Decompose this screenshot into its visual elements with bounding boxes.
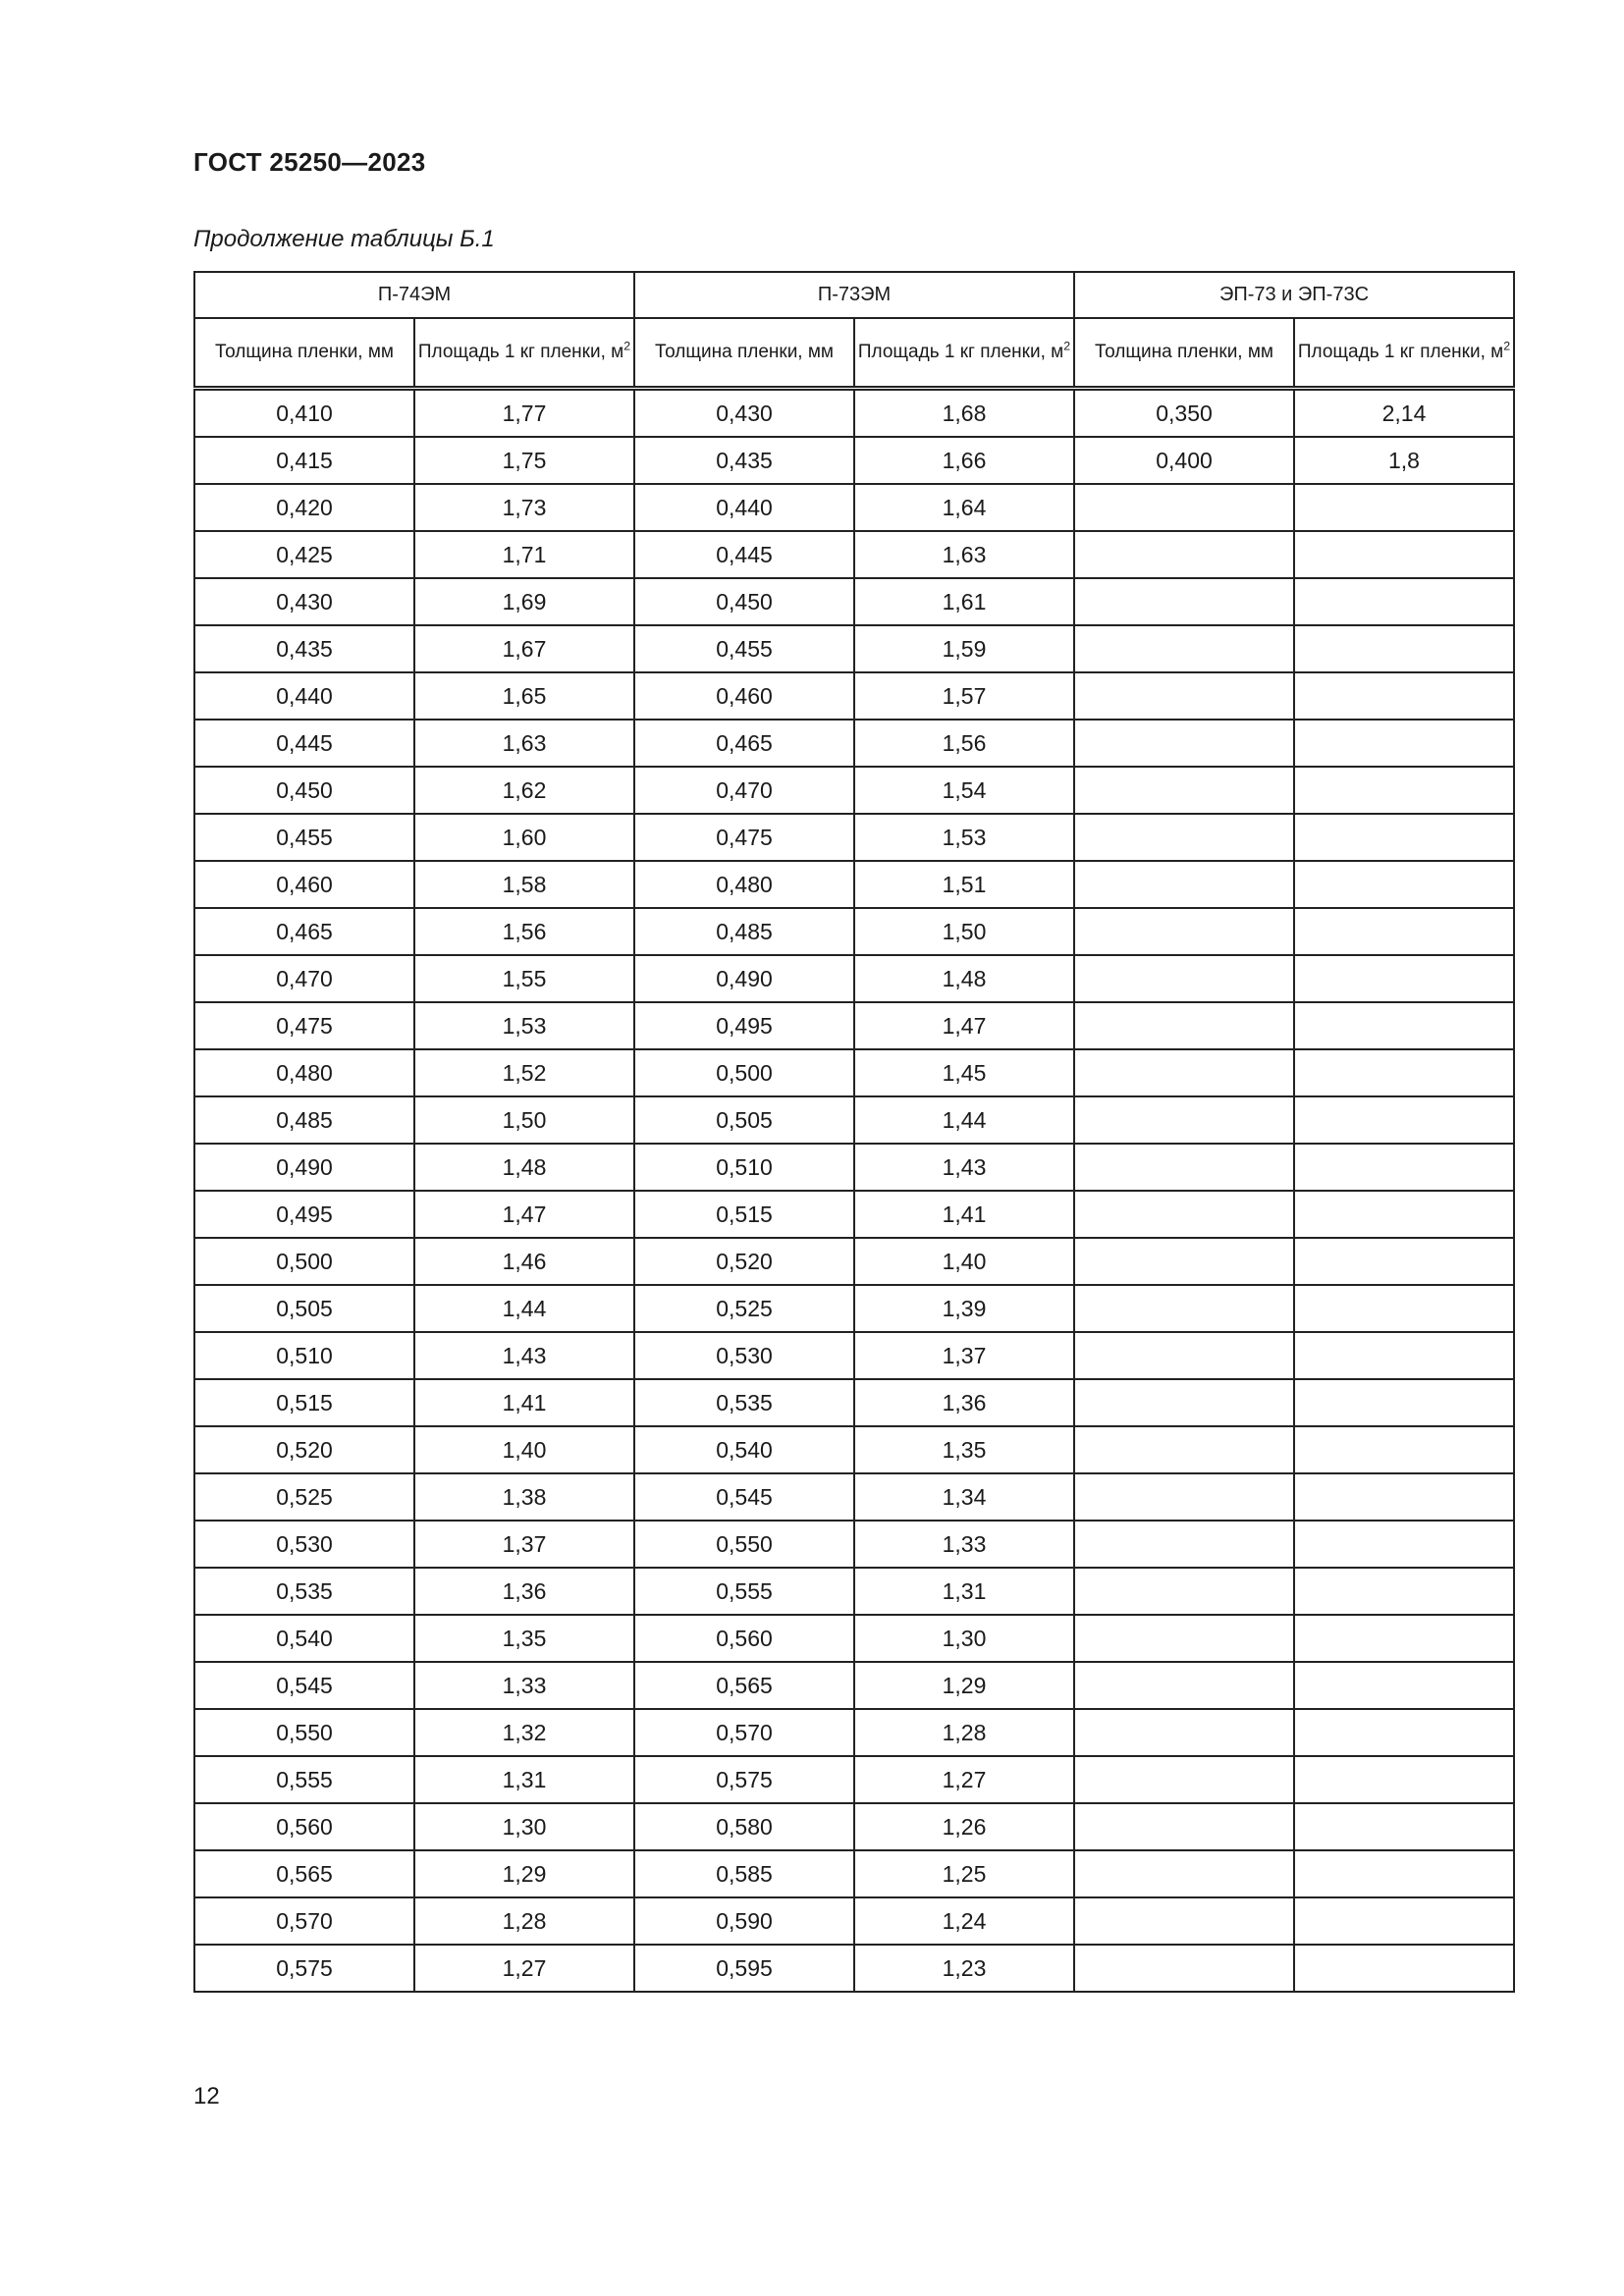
cell-thickness-p74em: 0,470 [194,955,414,1002]
cell-thickness-p74em: 0,530 [194,1521,414,1568]
cell-thickness-ep73 [1074,1426,1294,1473]
cell-area-ep73 [1294,1191,1514,1238]
cell-thickness-ep73 [1074,1144,1294,1191]
table-row [194,861,1514,908]
table-row [194,1615,1514,1662]
cell-thickness-p74em: 0,535 [194,1568,414,1615]
cell-thickness-p73em: 0,445 [634,531,854,578]
cell-area-p74em: 1,35 [414,1615,634,1662]
cell-thickness-p74em: 0,520 [194,1426,414,1473]
cell-area-p73em: 1,30 [854,1615,1074,1662]
cell-area-p73em: 1,44 [854,1096,1074,1144]
cell-thickness-ep73 [1074,1803,1294,1850]
cell-thickness-p74em: 0,495 [194,1191,414,1238]
cell-area-p73em: 1,51 [854,861,1074,908]
cell-area-p74em: 1,48 [414,1144,634,1191]
cell-thickness-p74em: 0,525 [194,1473,414,1521]
cell-thickness-p73em: 0,465 [634,720,854,767]
cell-thickness-p73em: 0,430 [634,389,854,438]
cell-thickness-p73em: 0,440 [634,484,854,531]
area-header [414,318,634,389]
cell-area-p73em: 1,56 [854,720,1074,767]
cell-area-p73em: 1,48 [854,955,1074,1002]
cell-thickness-p74em: 0,575 [194,1945,414,1992]
table-row [194,1803,1514,1850]
cell-thickness-p74em: 0,415 [194,437,414,484]
cell-thickness-p73em: 0,520 [634,1238,854,1285]
cell-thickness-p74em: 0,555 [194,1756,414,1803]
table-row [194,1850,1514,1897]
cell-thickness-p73em: 0,490 [634,955,854,1002]
cell-area-p73em: 1,24 [854,1897,1074,1945]
cell-thickness-ep73 [1074,1709,1294,1756]
cell-thickness-p74em: 0,480 [194,1049,414,1096]
cell-area-p74em: 1,53 [414,1002,634,1049]
cell-area-p73em: 1,36 [854,1379,1074,1426]
cell-thickness-p73em: 0,525 [634,1285,854,1332]
cell-thickness-ep73 [1074,908,1294,955]
cell-area-p74em: 1,46 [414,1238,634,1285]
cell-thickness-ep73 [1074,1615,1294,1662]
area-header-sup: 2 [1063,339,1071,353]
area-header [854,318,1074,389]
table-row [194,1238,1514,1285]
table-row [194,767,1514,814]
table-row [194,908,1514,955]
table-row [194,1756,1514,1803]
cell-thickness-ep73 [1074,578,1294,625]
cell-area-ep73 [1294,484,1514,531]
cell-thickness-ep73 [1074,625,1294,672]
cell-area-p73em: 1,35 [854,1426,1074,1473]
cell-thickness-p74em: 0,550 [194,1709,414,1756]
cell-area-p73em: 1,26 [854,1803,1074,1850]
cell-area-p73em: 1,59 [854,625,1074,672]
cell-area-p74em: 1,67 [414,625,634,672]
cell-area-ep73 [1294,1945,1514,1992]
table-row [194,955,1514,1002]
cell-thickness-p73em: 0,550 [634,1521,854,1568]
cell-thickness-p73em: 0,480 [634,861,854,908]
cell-area-p73em: 1,47 [854,1002,1074,1049]
table-row [194,578,1514,625]
table-row [194,1897,1514,1945]
cell-thickness-ep73 [1074,1285,1294,1332]
cell-area-ep73 [1294,625,1514,672]
cell-area-ep73 [1294,672,1514,720]
cell-area-p74em: 1,33 [414,1662,634,1709]
cell-thickness-ep73 [1074,814,1294,861]
cell-thickness-ep73 [1074,1473,1294,1521]
cell-thickness-p74em: 0,510 [194,1332,414,1379]
group-header-ep73: ЭП-73 и ЭП-73С [1074,272,1514,318]
cell-thickness-ep73 [1074,1379,1294,1426]
cell-thickness-ep73 [1074,955,1294,1002]
cell-area-p74em: 1,38 [414,1473,634,1521]
table-row [194,531,1514,578]
table-caption: Продолжение таблицы Б.1 [193,226,495,252]
cell-thickness-p73em: 0,535 [634,1379,854,1426]
table-row [194,672,1514,720]
cell-thickness-p74em: 0,505 [194,1285,414,1332]
cell-area-ep73 [1294,1473,1514,1521]
cell-thickness-ep73: 0,350 [1074,389,1294,438]
cell-area-p73em: 1,31 [854,1568,1074,1615]
cell-thickness-p74em: 0,445 [194,720,414,767]
thickness-header: Толщина пленки, мм [634,318,854,389]
cell-thickness-p73em: 0,510 [634,1144,854,1191]
table-row [194,1426,1514,1473]
cell-area-ep73 [1294,1709,1514,1756]
cell-area-p74em: 1,29 [414,1850,634,1897]
thickness-header: Толщина пленки, мм [194,318,414,389]
cell-area-p74em: 1,41 [414,1379,634,1426]
cell-area-p74em: 1,65 [414,672,634,720]
cell-thickness-ep73 [1074,720,1294,767]
cell-area-p74em: 1,27 [414,1945,634,1992]
table-row [194,1285,1514,1332]
cell-thickness-p73em: 0,470 [634,767,854,814]
cell-thickness-p74em: 0,440 [194,672,414,720]
area-header-text: Площадь 1 кг пленки, м [1297,342,1504,362]
cell-area-p73em: 1,50 [854,908,1074,955]
cell-area-p73em: 1,40 [854,1238,1074,1285]
cell-area-ep73 [1294,531,1514,578]
cell-thickness-p73em: 0,590 [634,1897,854,1945]
cell-thickness-p73em: 0,545 [634,1473,854,1521]
cell-area-ep73 [1294,908,1514,955]
table-row [194,625,1514,672]
cell-area-p74em: 1,31 [414,1756,634,1803]
cell-area-ep73 [1294,1002,1514,1049]
cell-area-p74em: 1,71 [414,531,634,578]
cell-thickness-p73em: 0,555 [634,1568,854,1615]
cell-area-p74em: 1,60 [414,814,634,861]
cell-thickness-ep73 [1074,1002,1294,1049]
table-row [194,1945,1514,1992]
cell-thickness-p73em: 0,495 [634,1002,854,1049]
cell-area-p74em: 1,32 [414,1709,634,1756]
cell-area-ep73 [1294,1803,1514,1850]
table-row [194,1144,1514,1191]
table-row [194,1662,1514,1709]
cell-area-ep73 [1294,1615,1514,1662]
cell-area-p74em: 1,28 [414,1897,634,1945]
cell-area-ep73 [1294,1285,1514,1332]
cell-area-p73em: 1,61 [854,578,1074,625]
cell-thickness-p73em: 0,565 [634,1662,854,1709]
cell-thickness-p74em: 0,475 [194,1002,414,1049]
cell-area-ep73 [1294,1049,1514,1096]
cell-area-p73em: 1,45 [854,1049,1074,1096]
table-row [194,484,1514,531]
cell-thickness-p74em: 0,435 [194,625,414,672]
cell-area-p73em: 1,66 [854,437,1074,484]
cell-area-p74em: 1,47 [414,1191,634,1238]
cell-thickness-p74em: 0,545 [194,1662,414,1709]
cell-area-ep73 [1294,1756,1514,1803]
cell-area-p74em: 1,55 [414,955,634,1002]
page-number: 12 [193,2083,220,2109]
cell-area-ep73 [1294,861,1514,908]
cell-thickness-p73em: 0,505 [634,1096,854,1144]
cell-area-ep73 [1294,955,1514,1002]
cell-thickness-ep73 [1074,1049,1294,1096]
group-header-p74em: П-74ЭМ [194,272,634,318]
cell-thickness-p73em: 0,435 [634,437,854,484]
cell-area-ep73: 2,14 [1294,389,1514,438]
cell-thickness-ep73 [1074,1568,1294,1615]
cell-thickness-ep73 [1074,1521,1294,1568]
cell-thickness-ep73 [1074,1945,1294,1992]
cell-area-ep73 [1294,720,1514,767]
cell-thickness-p73em: 0,540 [634,1426,854,1473]
cell-thickness-ep73 [1074,672,1294,720]
cell-thickness-p73em: 0,575 [634,1756,854,1803]
cell-area-p74em: 1,58 [414,861,634,908]
cell-area-p74em: 1,30 [414,1803,634,1850]
table-row [194,1096,1514,1144]
cell-area-p73em: 1,27 [854,1756,1074,1803]
cell-thickness-p73em: 0,460 [634,672,854,720]
table-row [194,1049,1514,1096]
cell-thickness-ep73 [1074,1662,1294,1709]
table-row [194,1332,1514,1379]
cell-area-p74em: 1,37 [414,1521,634,1568]
cell-area-p74em: 1,43 [414,1332,634,1379]
cell-area-p74em: 1,44 [414,1285,634,1332]
cell-thickness-p74em: 0,425 [194,531,414,578]
cell-area-ep73 [1294,578,1514,625]
cell-thickness-p74em: 0,450 [194,767,414,814]
table-row [194,389,1514,438]
cell-thickness-p73em: 0,515 [634,1191,854,1238]
cell-thickness-ep73 [1074,1897,1294,1945]
group-header-row [194,272,1514,318]
cell-area-ep73 [1294,1238,1514,1285]
cell-thickness-p74em: 0,465 [194,908,414,955]
cell-thickness-p74em: 0,515 [194,1379,414,1426]
cell-area-ep73 [1294,1379,1514,1426]
cell-area-p73em: 1,54 [854,767,1074,814]
cell-area-ep73 [1294,1568,1514,1615]
cell-thickness-p73em: 0,455 [634,625,854,672]
cell-area-ep73 [1294,1521,1514,1568]
table-row [194,1191,1514,1238]
cell-area-ep73 [1294,1332,1514,1379]
cell-thickness-p73em: 0,450 [634,578,854,625]
cell-area-ep73 [1294,814,1514,861]
area-header-text: Площадь 1 кг пленки, м [417,342,624,362]
table-row [194,1568,1514,1615]
area-header [1294,318,1514,389]
cell-thickness-ep73 [1074,1238,1294,1285]
cell-thickness-p74em: 0,410 [194,389,414,438]
cell-thickness-p73em: 0,580 [634,1803,854,1850]
table-row [194,1473,1514,1521]
cell-thickness-p73em: 0,595 [634,1945,854,1992]
cell-area-p73em: 1,29 [854,1662,1074,1709]
cell-thickness-p73em: 0,530 [634,1332,854,1379]
cell-area-p74em: 1,40 [414,1426,634,1473]
cell-thickness-p74em: 0,570 [194,1897,414,1945]
data-table [193,271,1515,1993]
table-row [194,437,1514,484]
cell-area-ep73 [1294,1662,1514,1709]
cell-area-p73em: 1,34 [854,1473,1074,1521]
cell-area-ep73 [1294,1096,1514,1144]
thickness-header: Толщина пленки, мм [1074,318,1294,389]
cell-thickness-p73em: 0,500 [634,1049,854,1096]
cell-thickness-p73em: 0,585 [634,1850,854,1897]
document-code: ГОСТ 25250—2023 [193,147,426,177]
cell-thickness-p74em: 0,540 [194,1615,414,1662]
cell-area-ep73 [1294,1897,1514,1945]
table-row [194,720,1514,767]
cell-thickness-ep73 [1074,1332,1294,1379]
cell-area-p73em: 1,68 [854,389,1074,438]
cell-thickness-ep73 [1074,1850,1294,1897]
table-row [194,1709,1514,1756]
cell-area-p73em: 1,28 [854,1709,1074,1756]
cell-thickness-ep73 [1074,767,1294,814]
table-row [194,814,1514,861]
group-header-p73em: П-73ЭМ [634,272,1074,318]
cell-thickness-p74em: 0,560 [194,1803,414,1850]
cell-area-p73em: 1,37 [854,1332,1074,1379]
cell-thickness-p74em: 0,430 [194,578,414,625]
table-row [194,1379,1514,1426]
cell-area-p73em: 1,33 [854,1521,1074,1568]
cell-thickness-p74em: 0,490 [194,1144,414,1191]
table-row [194,1521,1514,1568]
cell-area-p74em: 1,73 [414,484,634,531]
cell-area-p74em: 1,36 [414,1568,634,1615]
cell-area-p73em: 1,23 [854,1945,1074,1992]
cell-thickness-ep73 [1074,484,1294,531]
cell-area-p73em: 1,57 [854,672,1074,720]
area-header-text: Площадь 1 кг пленки, м [857,342,1064,362]
cell-thickness-p74em: 0,485 [194,1096,414,1144]
cell-area-ep73 [1294,1850,1514,1897]
table-body [194,389,1514,1993]
cell-area-p73em: 1,64 [854,484,1074,531]
cell-area-p73em: 1,25 [854,1850,1074,1897]
cell-area-p74em: 1,52 [414,1049,634,1096]
table-row [194,1002,1514,1049]
area-header-sup: 2 [623,339,631,353]
cell-thickness-p74em: 0,455 [194,814,414,861]
sub-header-row [194,318,1514,389]
cell-thickness-ep73 [1074,1096,1294,1144]
area-header-sup: 2 [1503,339,1511,353]
cell-area-p73em: 1,41 [854,1191,1074,1238]
cell-area-ep73 [1294,1144,1514,1191]
cell-area-p74em: 1,62 [414,767,634,814]
cell-area-p74em: 1,50 [414,1096,634,1144]
cell-area-ep73 [1294,1426,1514,1473]
cell-area-p74em: 1,56 [414,908,634,955]
cell-thickness-p73em: 0,560 [634,1615,854,1662]
cell-thickness-p74em: 0,420 [194,484,414,531]
cell-thickness-p74em: 0,565 [194,1850,414,1897]
cell-thickness-p74em: 0,500 [194,1238,414,1285]
cell-area-p73em: 1,43 [854,1144,1074,1191]
cell-thickness-ep73 [1074,1191,1294,1238]
cell-area-p74em: 1,69 [414,578,634,625]
cell-thickness-p73em: 0,475 [634,814,854,861]
cell-thickness-p73em: 0,570 [634,1709,854,1756]
cell-thickness-ep73 [1074,1756,1294,1803]
cell-area-p73em: 1,63 [854,531,1074,578]
cell-thickness-ep73 [1074,531,1294,578]
cell-area-p73em: 1,39 [854,1285,1074,1332]
cell-thickness-p74em: 0,460 [194,861,414,908]
cell-thickness-ep73 [1074,861,1294,908]
cell-thickness-p73em: 0,485 [634,908,854,955]
cell-area-ep73 [1294,767,1514,814]
cell-area-ep73: 1,8 [1294,437,1514,484]
cell-area-p74em: 1,63 [414,720,634,767]
cell-thickness-ep73: 0,400 [1074,437,1294,484]
cell-area-p74em: 1,75 [414,437,634,484]
cell-area-p73em: 1,53 [854,814,1074,861]
cell-area-p74em: 1,77 [414,389,634,438]
